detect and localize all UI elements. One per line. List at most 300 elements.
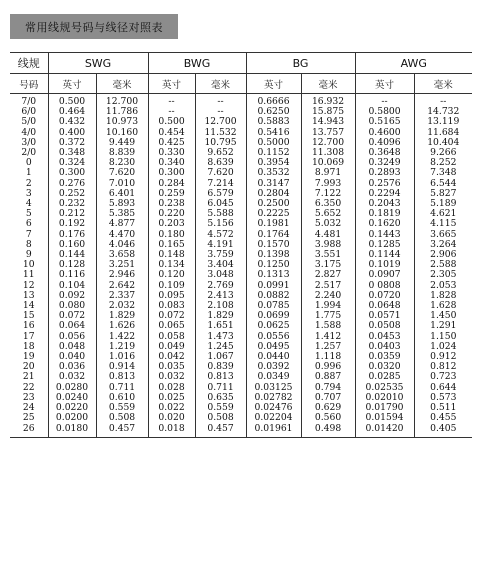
- swg-inch-cell: 0.176: [48, 230, 96, 240]
- awg-mm-cell: 6.544: [414, 179, 472, 189]
- swg-inch-cell: 0.212: [48, 209, 96, 219]
- swg-mm-cell: 5.893: [96, 199, 148, 209]
- bwg-mm-cell: 6.579: [195, 189, 246, 199]
- gauge-number-cell: 3: [25, 187, 32, 199]
- swg-mm-cell: 3.658: [96, 250, 148, 260]
- awg-mm-cell: 0.573: [414, 393, 472, 403]
- bg-mm-cell: 0.560: [301, 413, 355, 423]
- awg-inch-cell: 0.2576: [355, 179, 414, 189]
- swg-mm-cell: 8.230: [96, 158, 148, 168]
- bg-inch-cell: 0.02476: [246, 403, 301, 413]
- bg-mm-cell: 2.517: [301, 281, 355, 291]
- group-header-swg: SWG: [48, 53, 148, 74]
- awg-mm-cell: 0.644: [414, 383, 472, 393]
- gauge-number-cell: 22: [22, 381, 35, 393]
- bg-inch-cell: 0.1152: [246, 148, 301, 158]
- bg-inch-cell: 0.3147: [246, 179, 301, 189]
- swg-inch-cell: 0.0240: [48, 393, 96, 403]
- awg-inch-cell: 0 0808: [355, 281, 414, 291]
- gauge-number-cell: 16: [22, 320, 35, 332]
- awg-inch-cell: 0.0508: [355, 321, 414, 331]
- bg-inch-cell: 0.2500: [246, 199, 301, 209]
- bg-inch-cell: 0.0440: [246, 352, 301, 362]
- awg-mm-cell: --: [414, 94, 472, 108]
- gauge-number-cell: 0: [25, 157, 32, 169]
- bg-mm-cell: 1.118: [301, 352, 355, 362]
- swg-inch-cell: 0.348: [48, 148, 96, 158]
- bwg-inch-cell: 0.095: [148, 291, 195, 301]
- awg-inch-cell: 0.0720: [355, 291, 414, 301]
- bg-mm-cell: 0.794: [301, 383, 355, 393]
- bg-mm-cell: 2.827: [301, 270, 355, 280]
- swg-inch-cell: 0.0280: [48, 383, 96, 393]
- swg-inch-cell: 0.432: [48, 117, 96, 127]
- swg-mm-cell: 2.032: [96, 301, 148, 311]
- swg-inch-cell: 0.500: [48, 94, 96, 108]
- swg-mm-cell: 11.786: [96, 107, 148, 117]
- awg-mm-cell: 0.405: [414, 424, 472, 438]
- awg-mm-cell: 9.266: [414, 148, 472, 158]
- awg-inch-cell: 0.0571: [355, 311, 414, 321]
- awg-inch-cell: 0.0453: [355, 332, 414, 342]
- gauge-number-cell: 5/0: [21, 116, 37, 128]
- unit-header-inch: 英寸: [246, 74, 301, 94]
- swg-inch-cell: 0.300: [48, 168, 96, 178]
- awg-inch-cell: 0.1443: [355, 230, 414, 240]
- bwg-mm-cell: 1.651: [195, 321, 246, 331]
- group-header-bwg: BWG: [148, 53, 246, 74]
- awg-mm-cell: 0.812: [414, 362, 472, 372]
- gauge-number-cell: 10: [22, 259, 35, 271]
- awg-mm-cell: 2.305: [414, 270, 472, 280]
- bwg-inch-cell: 0.025: [148, 393, 195, 403]
- swg-mm-cell: 1.422: [96, 332, 148, 342]
- bwg-mm-cell: --: [195, 94, 246, 108]
- bg-inch-cell: 0.0991: [246, 281, 301, 291]
- bwg-mm-cell: 0.457: [195, 424, 246, 438]
- bg-mm-cell: 2.240: [301, 291, 355, 301]
- bwg-inch-cell: 0.148: [148, 250, 195, 260]
- bg-inch-cell: 0.3532: [246, 168, 301, 178]
- bwg-inch-cell: 0.165: [148, 240, 195, 250]
- gauge-number-cell: 14: [22, 300, 35, 312]
- bg-inch-cell: 0.0785: [246, 301, 301, 311]
- swg-mm-cell: 2.946: [96, 270, 148, 280]
- swg-inch-cell: 0.372: [48, 138, 96, 148]
- bwg-inch-cell: 0.035: [148, 362, 195, 372]
- bwg-mm-cell: 7.620: [195, 168, 246, 178]
- bg-inch-cell: 0.02204: [246, 413, 301, 423]
- bg-inch-cell: 0.6250: [246, 107, 301, 117]
- bg-mm-cell: 10.069: [301, 158, 355, 168]
- gauge-number-cell: 5: [25, 208, 32, 220]
- bg-inch-cell: 0.0699: [246, 311, 301, 321]
- bwg-mm-cell: --: [195, 107, 246, 117]
- bwg-mm-cell: 0.711: [195, 383, 246, 393]
- bg-inch-cell: 0.1570: [246, 240, 301, 250]
- bg-mm-cell: 1.257: [301, 342, 355, 352]
- bg-mm-cell: 0.887: [301, 372, 355, 382]
- bwg-mm-cell: 0.813: [195, 372, 246, 382]
- unit-header-inch: 英寸: [48, 74, 96, 94]
- gauge-number-cell: 7/0: [21, 96, 37, 107]
- swg-inch-cell: 0.104: [48, 281, 96, 291]
- swg-inch-cell: 0.232: [48, 199, 96, 209]
- swg-mm-cell: 12.700: [96, 94, 148, 108]
- bg-inch-cell: 0.1398: [246, 250, 301, 260]
- swg-inch-cell: 0.116: [48, 270, 96, 280]
- bwg-inch-cell: --: [148, 94, 195, 108]
- gauge-number-cell: 4/0: [21, 126, 37, 138]
- unit-header-mm: 毫米: [301, 74, 355, 94]
- bwg-mm-cell: 3.759: [195, 250, 246, 260]
- bwg-mm-cell: 4.572: [195, 230, 246, 240]
- awg-inch-cell: 0.0285: [355, 372, 414, 382]
- table-row: [10, 94, 472, 108]
- awg-inch-cell: 0.3648: [355, 148, 414, 158]
- swg-mm-cell: 0.457: [96, 424, 148, 438]
- bwg-mm-cell: 12.700: [195, 117, 246, 127]
- bwg-mm-cell: 2.413: [195, 291, 246, 301]
- swg-inch-cell: 0.128: [48, 260, 96, 270]
- awg-inch-cell: 0.4096: [355, 138, 414, 148]
- bwg-mm-cell: 8.639: [195, 158, 246, 168]
- bg-mm-cell: 15.875: [301, 107, 355, 117]
- swg-inch-cell: 0.048: [48, 342, 96, 352]
- swg-mm-cell: 7.010: [96, 179, 148, 189]
- gauge-number-cell: 1: [25, 167, 32, 179]
- bg-inch-cell: 0.03125: [246, 383, 301, 393]
- bg-mm-cell: 0.498: [301, 424, 355, 438]
- swg-inch-cell: 0.192: [48, 219, 96, 229]
- swg-mm-cell: 8.839: [96, 148, 148, 158]
- header-row-units: [10, 74, 472, 94]
- bwg-inch-cell: 0.120: [148, 270, 195, 280]
- bwg-mm-cell: 1.245: [195, 342, 246, 352]
- bg-mm-cell: 3.988: [301, 240, 355, 250]
- awg-mm-cell: 5.189: [414, 199, 472, 209]
- awg-inch-cell: 0.2294: [355, 189, 414, 199]
- bg-inch-cell: 0.2804: [246, 189, 301, 199]
- bwg-inch-cell: 0.300: [148, 168, 195, 178]
- bwg-inch-cell: 0.022: [148, 403, 195, 413]
- bwg-mm-cell: 5.156: [195, 219, 246, 229]
- awg-inch-cell: 0.1144: [355, 250, 414, 260]
- bg-inch-cell: 0.1313: [246, 270, 301, 280]
- bg-mm-cell: 5.652: [301, 209, 355, 219]
- gauge-number-cell: 12: [22, 279, 35, 291]
- swg-inch-cell: 0.400: [48, 128, 96, 138]
- gauge-number-cell: 21: [22, 371, 35, 383]
- wire-gauge-table: [10, 52, 472, 438]
- awg-inch-cell: 0.3249: [355, 158, 414, 168]
- awg-inch-cell: 0.2893: [355, 168, 414, 178]
- bg-inch-cell: 0.0349: [246, 372, 301, 382]
- awg-inch-cell: 0.0320: [355, 362, 414, 372]
- swg-inch-cell: 0.0180: [48, 424, 96, 438]
- bwg-inch-cell: 0.065: [148, 321, 195, 331]
- bwg-inch-cell: 0.134: [148, 260, 195, 270]
- swg-mm-cell: 1.829: [96, 311, 148, 321]
- bwg-inch-cell: 0.284: [148, 179, 195, 189]
- number-header: 号码: [10, 74, 48, 94]
- awg-inch-cell: 0.1019: [355, 260, 414, 270]
- swg-inch-cell: 0.072: [48, 311, 96, 321]
- bg-mm-cell: 1.994: [301, 301, 355, 311]
- gauge-number-cell: 23: [22, 391, 35, 403]
- gauge-number-cell: 8: [25, 238, 32, 250]
- bwg-mm-cell: 2.769: [195, 281, 246, 291]
- awg-mm-cell: 11.684: [414, 128, 472, 138]
- awg-mm-cell: 1.291: [414, 321, 472, 331]
- swg-mm-cell: 0.610: [96, 393, 148, 403]
- bwg-inch-cell: 0.072: [148, 311, 195, 321]
- gauge-number-cell: 2: [25, 177, 32, 189]
- bg-inch-cell: 0.5000: [246, 138, 301, 148]
- gauge-number-cell: 2/0: [21, 147, 37, 159]
- awg-mm-cell: 10.404: [414, 138, 472, 148]
- gauge-number-cell: 6: [25, 218, 32, 230]
- awg-inch-cell: 0.0359: [355, 352, 414, 362]
- gauge-number-cell: 4: [25, 198, 32, 210]
- swg-inch-cell: 0.092: [48, 291, 96, 301]
- bg-mm-cell: 7.122: [301, 189, 355, 199]
- bwg-inch-cell: 0.220: [148, 209, 195, 219]
- unit-header-mm: 毫米: [195, 74, 246, 94]
- bwg-mm-cell: 0.635: [195, 393, 246, 403]
- bwg-inch-cell: 0.083: [148, 301, 195, 311]
- bg-inch-cell: 0.5883: [246, 117, 301, 127]
- bwg-inch-cell: 0.500: [148, 117, 195, 127]
- bwg-inch-cell: 0.020: [148, 413, 195, 423]
- bg-mm-cell: 0.707: [301, 393, 355, 403]
- bwg-mm-cell: 1.473: [195, 332, 246, 342]
- bg-mm-cell: 0.996: [301, 362, 355, 372]
- swg-mm-cell: 0.711: [96, 383, 148, 393]
- bg-inch-cell: 0.0495: [246, 342, 301, 352]
- bg-mm-cell: 6.350: [301, 199, 355, 209]
- bwg-inch-cell: 0.109: [148, 281, 195, 291]
- awg-mm-cell: 13.119: [414, 117, 472, 127]
- bwg-inch-cell: 0.042: [148, 352, 195, 362]
- gauge-number-cell: 15: [22, 310, 35, 322]
- awg-inch-cell: 0.0403: [355, 342, 414, 352]
- awg-mm-cell: 4.115: [414, 219, 472, 229]
- swg-mm-cell: 4.877: [96, 219, 148, 229]
- awg-inch-cell: 0.5165: [355, 117, 414, 127]
- bwg-mm-cell: 7.214: [195, 179, 246, 189]
- unit-header-inch: 英寸: [148, 74, 195, 94]
- gauge-number-cell: 9: [25, 249, 32, 261]
- swg-mm-cell: 7.620: [96, 168, 148, 178]
- unit-header-inch: 英寸: [355, 74, 414, 94]
- awg-mm-cell: 1.450: [414, 311, 472, 321]
- swg-inch-cell: 0.252: [48, 189, 96, 199]
- bwg-mm-cell: 6.045: [195, 199, 246, 209]
- swg-inch-cell: 0.056: [48, 332, 96, 342]
- bwg-mm-cell: 3.404: [195, 260, 246, 270]
- bg-inch-cell: 0.01961: [246, 424, 301, 438]
- gauge-number-cell: 19: [22, 351, 35, 363]
- gauge-number-cell: 3/0: [21, 136, 37, 148]
- bg-inch-cell: 0.5416: [246, 128, 301, 138]
- bwg-inch-cell: 0.330: [148, 148, 195, 158]
- swg-inch-cell: 0.036: [48, 362, 96, 372]
- swg-mm-cell: 10.160: [96, 128, 148, 138]
- bwg-mm-cell: 10.795: [195, 138, 246, 148]
- swg-inch-cell: 0.0200: [48, 413, 96, 423]
- swg-mm-cell: 2.337: [96, 291, 148, 301]
- unit-header-mm: 毫米: [414, 74, 472, 94]
- bwg-mm-cell: 1.829: [195, 311, 246, 321]
- bwg-mm-cell: 5.588: [195, 209, 246, 219]
- swg-inch-cell: 0.064: [48, 321, 96, 331]
- swg-mm-cell: 0.813: [96, 372, 148, 382]
- awg-mm-cell: 5.827: [414, 189, 472, 199]
- swg-mm-cell: 2.642: [96, 281, 148, 291]
- awg-mm-cell: 2.053: [414, 281, 472, 291]
- awg-inch-cell: 0.5800: [355, 107, 414, 117]
- bwg-mm-cell: 0.508: [195, 413, 246, 423]
- awg-mm-cell: 2.588: [414, 260, 472, 270]
- bwg-mm-cell: 0.559: [195, 403, 246, 413]
- bg-inch-cell: 0.0882: [246, 291, 301, 301]
- swg-mm-cell: 5.385: [96, 209, 148, 219]
- swg-mm-cell: 6.401: [96, 189, 148, 199]
- bwg-mm-cell: 0.839: [195, 362, 246, 372]
- gauge-number-cell: 13: [22, 289, 35, 301]
- gauge-header: 线规: [10, 53, 48, 74]
- awg-inch-cell: --: [355, 94, 414, 108]
- awg-mm-cell: 1.628: [414, 301, 472, 311]
- swg-mm-cell: 0.559: [96, 403, 148, 413]
- bwg-inch-cell: 0.058: [148, 332, 195, 342]
- awg-inch-cell: 0.1819: [355, 209, 414, 219]
- bwg-inch-cell: 0.203: [148, 219, 195, 229]
- awg-inch-cell: 0.01594: [355, 413, 414, 423]
- swg-inch-cell: 0.144: [48, 250, 96, 260]
- awg-inch-cell: 0.01790: [355, 403, 414, 413]
- awg-mm-cell: 3.264: [414, 240, 472, 250]
- bwg-mm-cell: 2.108: [195, 301, 246, 311]
- awg-mm-cell: 0.511: [414, 403, 472, 413]
- bwg-mm-cell: 9.652: [195, 148, 246, 158]
- bwg-inch-cell: 0.238: [148, 199, 195, 209]
- awg-inch-cell: 0.01420: [355, 424, 414, 438]
- bwg-mm-cell: 1.067: [195, 352, 246, 362]
- group-header-awg: AWG: [355, 53, 472, 74]
- swg-inch-cell: 0.040: [48, 352, 96, 362]
- swg-mm-cell: 3.251: [96, 260, 148, 270]
- table-title: 常用线规号码与线径对照表: [10, 14, 178, 39]
- bwg-inch-cell: 0.259: [148, 189, 195, 199]
- bg-mm-cell: 13.757: [301, 128, 355, 138]
- awg-inch-cell: 0.0648: [355, 301, 414, 311]
- bg-mm-cell: 16.932: [301, 94, 355, 108]
- awg-mm-cell: 1.828: [414, 291, 472, 301]
- awg-mm-cell: 3.665: [414, 230, 472, 240]
- awg-inch-cell: 0.4600: [355, 128, 414, 138]
- bg-mm-cell: 1.412: [301, 332, 355, 342]
- bwg-mm-cell: 11.532: [195, 128, 246, 138]
- bwg-inch-cell: 0.028: [148, 383, 195, 393]
- awg-mm-cell: 1.150: [414, 332, 472, 342]
- swg-mm-cell: 0.508: [96, 413, 148, 423]
- bwg-inch-cell: 0.340: [148, 158, 195, 168]
- gauge-number-cell: 17: [22, 330, 35, 342]
- bg-mm-cell: 1.588: [301, 321, 355, 331]
- bg-mm-cell: 12.700: [301, 138, 355, 148]
- bg-inch-cell: 0.6666: [246, 94, 301, 108]
- awg-inch-cell: 0.0907: [355, 270, 414, 280]
- gauge-number-cell: 26: [22, 422, 35, 434]
- swg-inch-cell: 0.080: [48, 301, 96, 311]
- bg-mm-cell: 7.993: [301, 179, 355, 189]
- swg-inch-cell: 0.464: [48, 107, 96, 117]
- swg-inch-cell: 0.324: [48, 158, 96, 168]
- swg-mm-cell: 1.626: [96, 321, 148, 331]
- gauge-number-cell: 11: [22, 269, 35, 281]
- bwg-inch-cell: 0.032: [148, 372, 195, 382]
- awg-mm-cell: 14.732: [414, 107, 472, 117]
- awg-mm-cell: 7.348: [414, 168, 472, 178]
- swg-mm-cell: 0.914: [96, 362, 148, 372]
- swg-inch-cell: 0.032: [48, 372, 96, 382]
- bg-mm-cell: 1.775: [301, 311, 355, 321]
- bg-inch-cell: 0.2225: [246, 209, 301, 219]
- bwg-mm-cell: 4.191: [195, 240, 246, 250]
- bwg-inch-cell: --: [148, 107, 195, 117]
- bwg-inch-cell: 0.425: [148, 138, 195, 148]
- bg-inch-cell: 0.1764: [246, 230, 301, 240]
- swg-mm-cell: 1.016: [96, 352, 148, 362]
- awg-mm-cell: 4.621: [414, 209, 472, 219]
- bg-inch-cell: 0.0392: [246, 362, 301, 372]
- gauge-number-cell: 6/0: [21, 106, 37, 118]
- bg-inch-cell: 0.0625: [246, 321, 301, 331]
- bwg-inch-cell: 0.018: [148, 424, 195, 438]
- bg-inch-cell: 0.1250: [246, 260, 301, 270]
- awg-mm-cell: 0.723: [414, 372, 472, 382]
- awg-mm-cell: 1.024: [414, 342, 472, 352]
- swg-mm-cell: 1.219: [96, 342, 148, 352]
- bg-mm-cell: 3.175: [301, 260, 355, 270]
- awg-inch-cell: 0.02535: [355, 383, 414, 393]
- table-row: [10, 413, 472, 423]
- table-body: [10, 94, 472, 438]
- swg-mm-cell: 4.470: [96, 230, 148, 240]
- bg-mm-cell: 4.481: [301, 230, 355, 240]
- awg-inch-cell: 0.1285: [355, 240, 414, 250]
- gauge-number-cell: 18: [22, 340, 35, 352]
- gauge-number-cell: 24: [22, 402, 35, 414]
- bg-inch-cell: 0.1981: [246, 219, 301, 229]
- table-row: [10, 424, 472, 438]
- awg-mm-cell: 2.906: [414, 250, 472, 260]
- bg-mm-cell: 5.032: [301, 219, 355, 229]
- bg-mm-cell: 3.551: [301, 250, 355, 260]
- bwg-inch-cell: 0.180: [148, 230, 195, 240]
- gauge-number-cell: 20: [22, 361, 35, 373]
- gauge-number-cell: 25: [22, 412, 35, 424]
- bwg-inch-cell: 0.049: [148, 342, 195, 352]
- bwg-inch-cell: 0.454: [148, 128, 195, 138]
- bg-mm-cell: 11.308: [301, 148, 355, 158]
- swg-mm-cell: 10.973: [96, 117, 148, 127]
- header-row-groups: [10, 53, 472, 74]
- group-header-bg: BG: [246, 53, 355, 74]
- bg-mm-cell: 0.629: [301, 403, 355, 413]
